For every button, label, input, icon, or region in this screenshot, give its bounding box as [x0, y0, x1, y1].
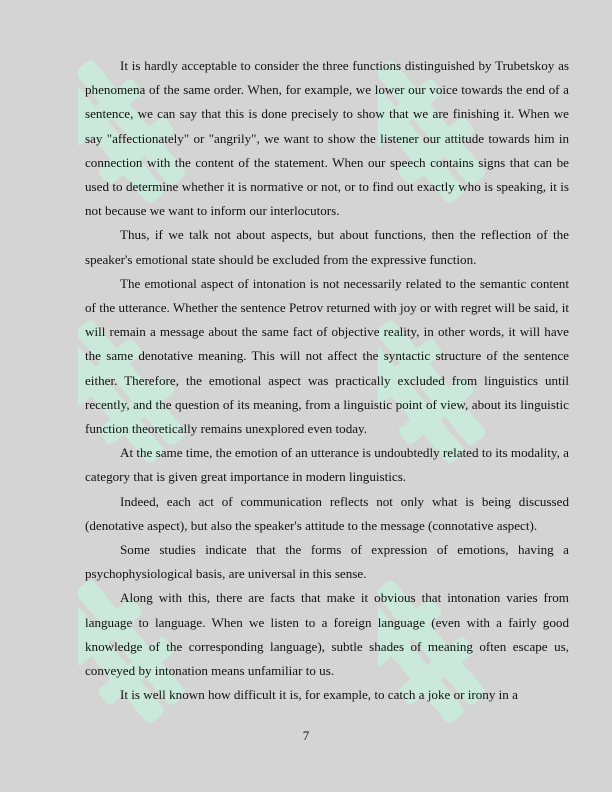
- paragraph: At the same time, the emotion of an utterance is undoubtedly related to its modality, a category that is given great importance in modern linguistics.: [85, 445, 569, 485]
- page-body: [85, 54, 569, 707]
- paragraph: It is well known how difficult it is, for example, to catch a joke or irony in a: [120, 687, 518, 703]
- paragraph: It is hardly acceptable to consider the three functions distinguished by Trubetskoy as phenomena of the same order. When, for example, we lower our voice towards the end of a sentence, we can say that this is done precisely to show that we are finishing it. When we say "affectionately" or "angrily", we want to show the listener our attitude towards him in connection with the content of the statement. When our speech contains signs that can be used to determine whether it is normative or not, or to find out exactly who is speaking, it is not because we want to inform our interlocutors.: [85, 58, 569, 219]
- page-number: 7: [302, 728, 310, 743]
- paragraph: Along with this, there are facts that make it obvious that intonation varies from language to language. When we listen to a foreign language (even with a fairly good knowledge of the corresponding language), subtle shades of meaning often escape us, conveyed by intonation means unfamiliar to us.: [85, 590, 569, 679]
- paragraph: Indeed, each act of communication reflects not only what is being discussed (denotative aspect), but also the speaker's attitude to the message (connotative aspect).: [85, 493, 569, 533]
- paragraph: The emotional aspect of intonation is not necessarily related to the semantic content of the utterance. Whether the sentence Petrov returned with joy or with regret will be said, it will remain a message about the same fact of objective reality, in other words, it will have the same denotative meaning. This will not affect the syntactic structure of the sentence either. Therefore, the emotional aspect was practically excluded from linguistics until recently, and the question of its meaning, from a linguistic point of view, about its linguistic function theoretically remains unexplored even today.: [85, 275, 569, 437]
- paragraph: Some studies indicate that the forms of expression of emotions, having a psychophysiological basis, are universal in this sense.: [85, 542, 569, 582]
- paragraph: Thus, if we talk not about aspects, but about functions, then the reflection of the speaker's emotional state should be excluded from the expressive function.: [85, 227, 569, 267]
